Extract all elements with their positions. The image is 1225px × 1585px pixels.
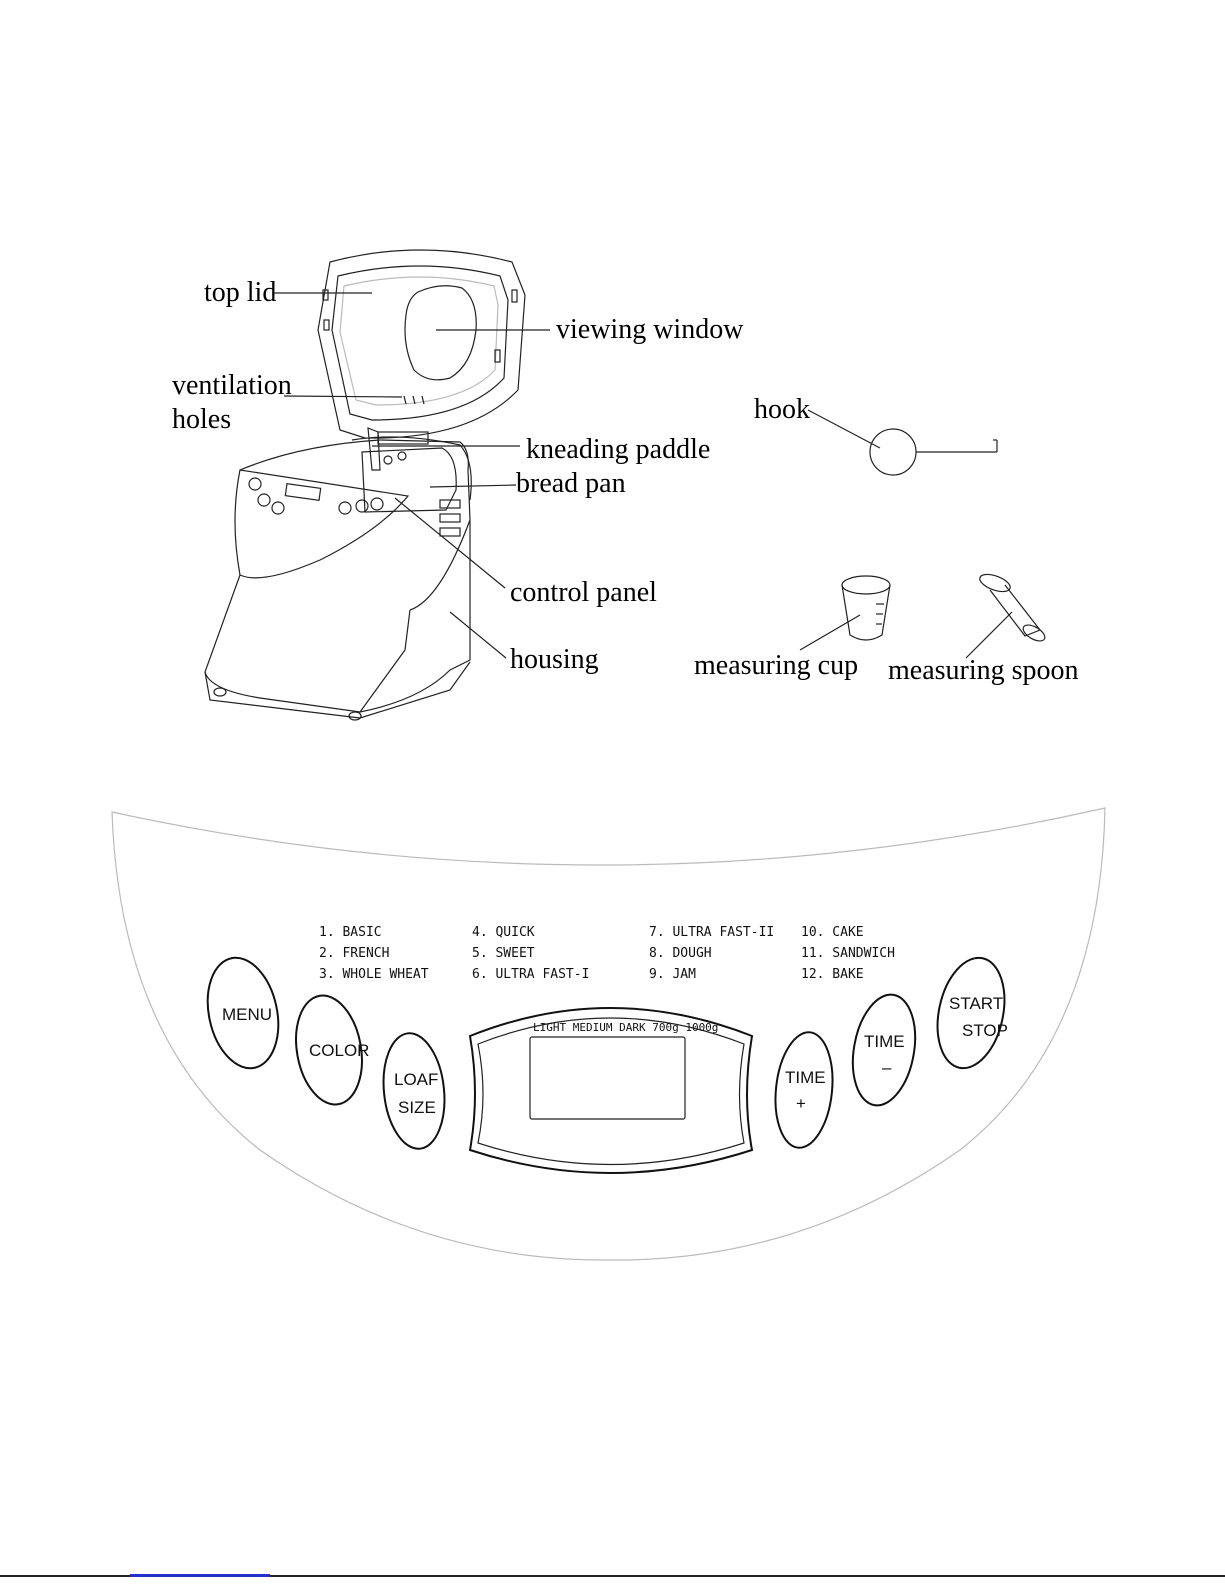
menu-list-2 [472, 925, 589, 982]
label-top-lid: top lid [204, 277, 277, 308]
menu-item-9: 9. JAM [649, 967, 696, 982]
panel-outline [112, 808, 1105, 1260]
menu-item-8: 8. DOUGH [649, 946, 712, 961]
menu-list-4 [801, 925, 895, 982]
label-ventilation-holes: holes [172, 404, 232, 435]
menu-button[interactable] [198, 951, 288, 1075]
menu-item-6: 6. ULTRA FAST-I [472, 967, 590, 982]
time-minus-label-1: TIME [864, 1032, 905, 1051]
label-bread-pan: bread pan [516, 468, 626, 499]
label-measuring-spoon: measuring spoon [888, 655, 1079, 686]
label-hook: hook [754, 394, 810, 425]
time-minus-button[interactable] [845, 990, 924, 1111]
menu-item-5: 5. SWEET [472, 946, 535, 961]
menu-item-3: 3. WHOLE WHEAT [319, 967, 429, 982]
lcd-screen [530, 1037, 685, 1119]
label-measuring-cup: measuring cup [694, 650, 859, 681]
color-button[interactable] [288, 990, 370, 1109]
color-button-label: COLOR [309, 1041, 370, 1060]
menu-item-12: 12. BAKE [801, 967, 864, 982]
start-stop-button[interactable] [928, 952, 1014, 1075]
menu-list-1 [319, 925, 429, 982]
label-ventilation: ventilation [172, 370, 292, 401]
start-stop-label-2: STOP [962, 1021, 1008, 1040]
label-kneading-paddle: kneading paddle [526, 434, 711, 465]
menu-item-2: 2. FRENCH [319, 946, 390, 961]
menu-list-3 [649, 925, 774, 982]
loaf-size-label-1: LOAF [394, 1070, 439, 1089]
time-minus-label-2: – [882, 1058, 892, 1077]
label-control-panel: control panel [510, 577, 657, 608]
menu-item-7: 7. ULTRA FAST-II [649, 925, 775, 940]
time-plus-label-2: + [796, 1094, 806, 1113]
time-plus-label-1: TIME [785, 1068, 826, 1087]
display-area [470, 1008, 752, 1173]
menu-item-10: 10. CAKE [801, 925, 864, 940]
footer-link-underline [130, 1574, 270, 1577]
loaf-size-label-2: SIZE [398, 1098, 436, 1117]
label-viewing-window: viewing window [556, 314, 744, 345]
display-indicators: LIGHT MEDIUM DARK 700g 1000g [533, 1021, 719, 1034]
label-housing: housing [510, 644, 599, 675]
menu-item-11: 11. SANDWICH [801, 946, 895, 961]
time-plus-button[interactable] [770, 1029, 838, 1150]
start-stop-label-1: START [949, 994, 1004, 1013]
menu-button-label: MENU [222, 1005, 273, 1024]
menu-item-1: 1. BASIC [319, 925, 382, 940]
loaf-size-button[interactable] [378, 1030, 450, 1152]
menu-item-4: 4. QUICK [472, 925, 535, 940]
